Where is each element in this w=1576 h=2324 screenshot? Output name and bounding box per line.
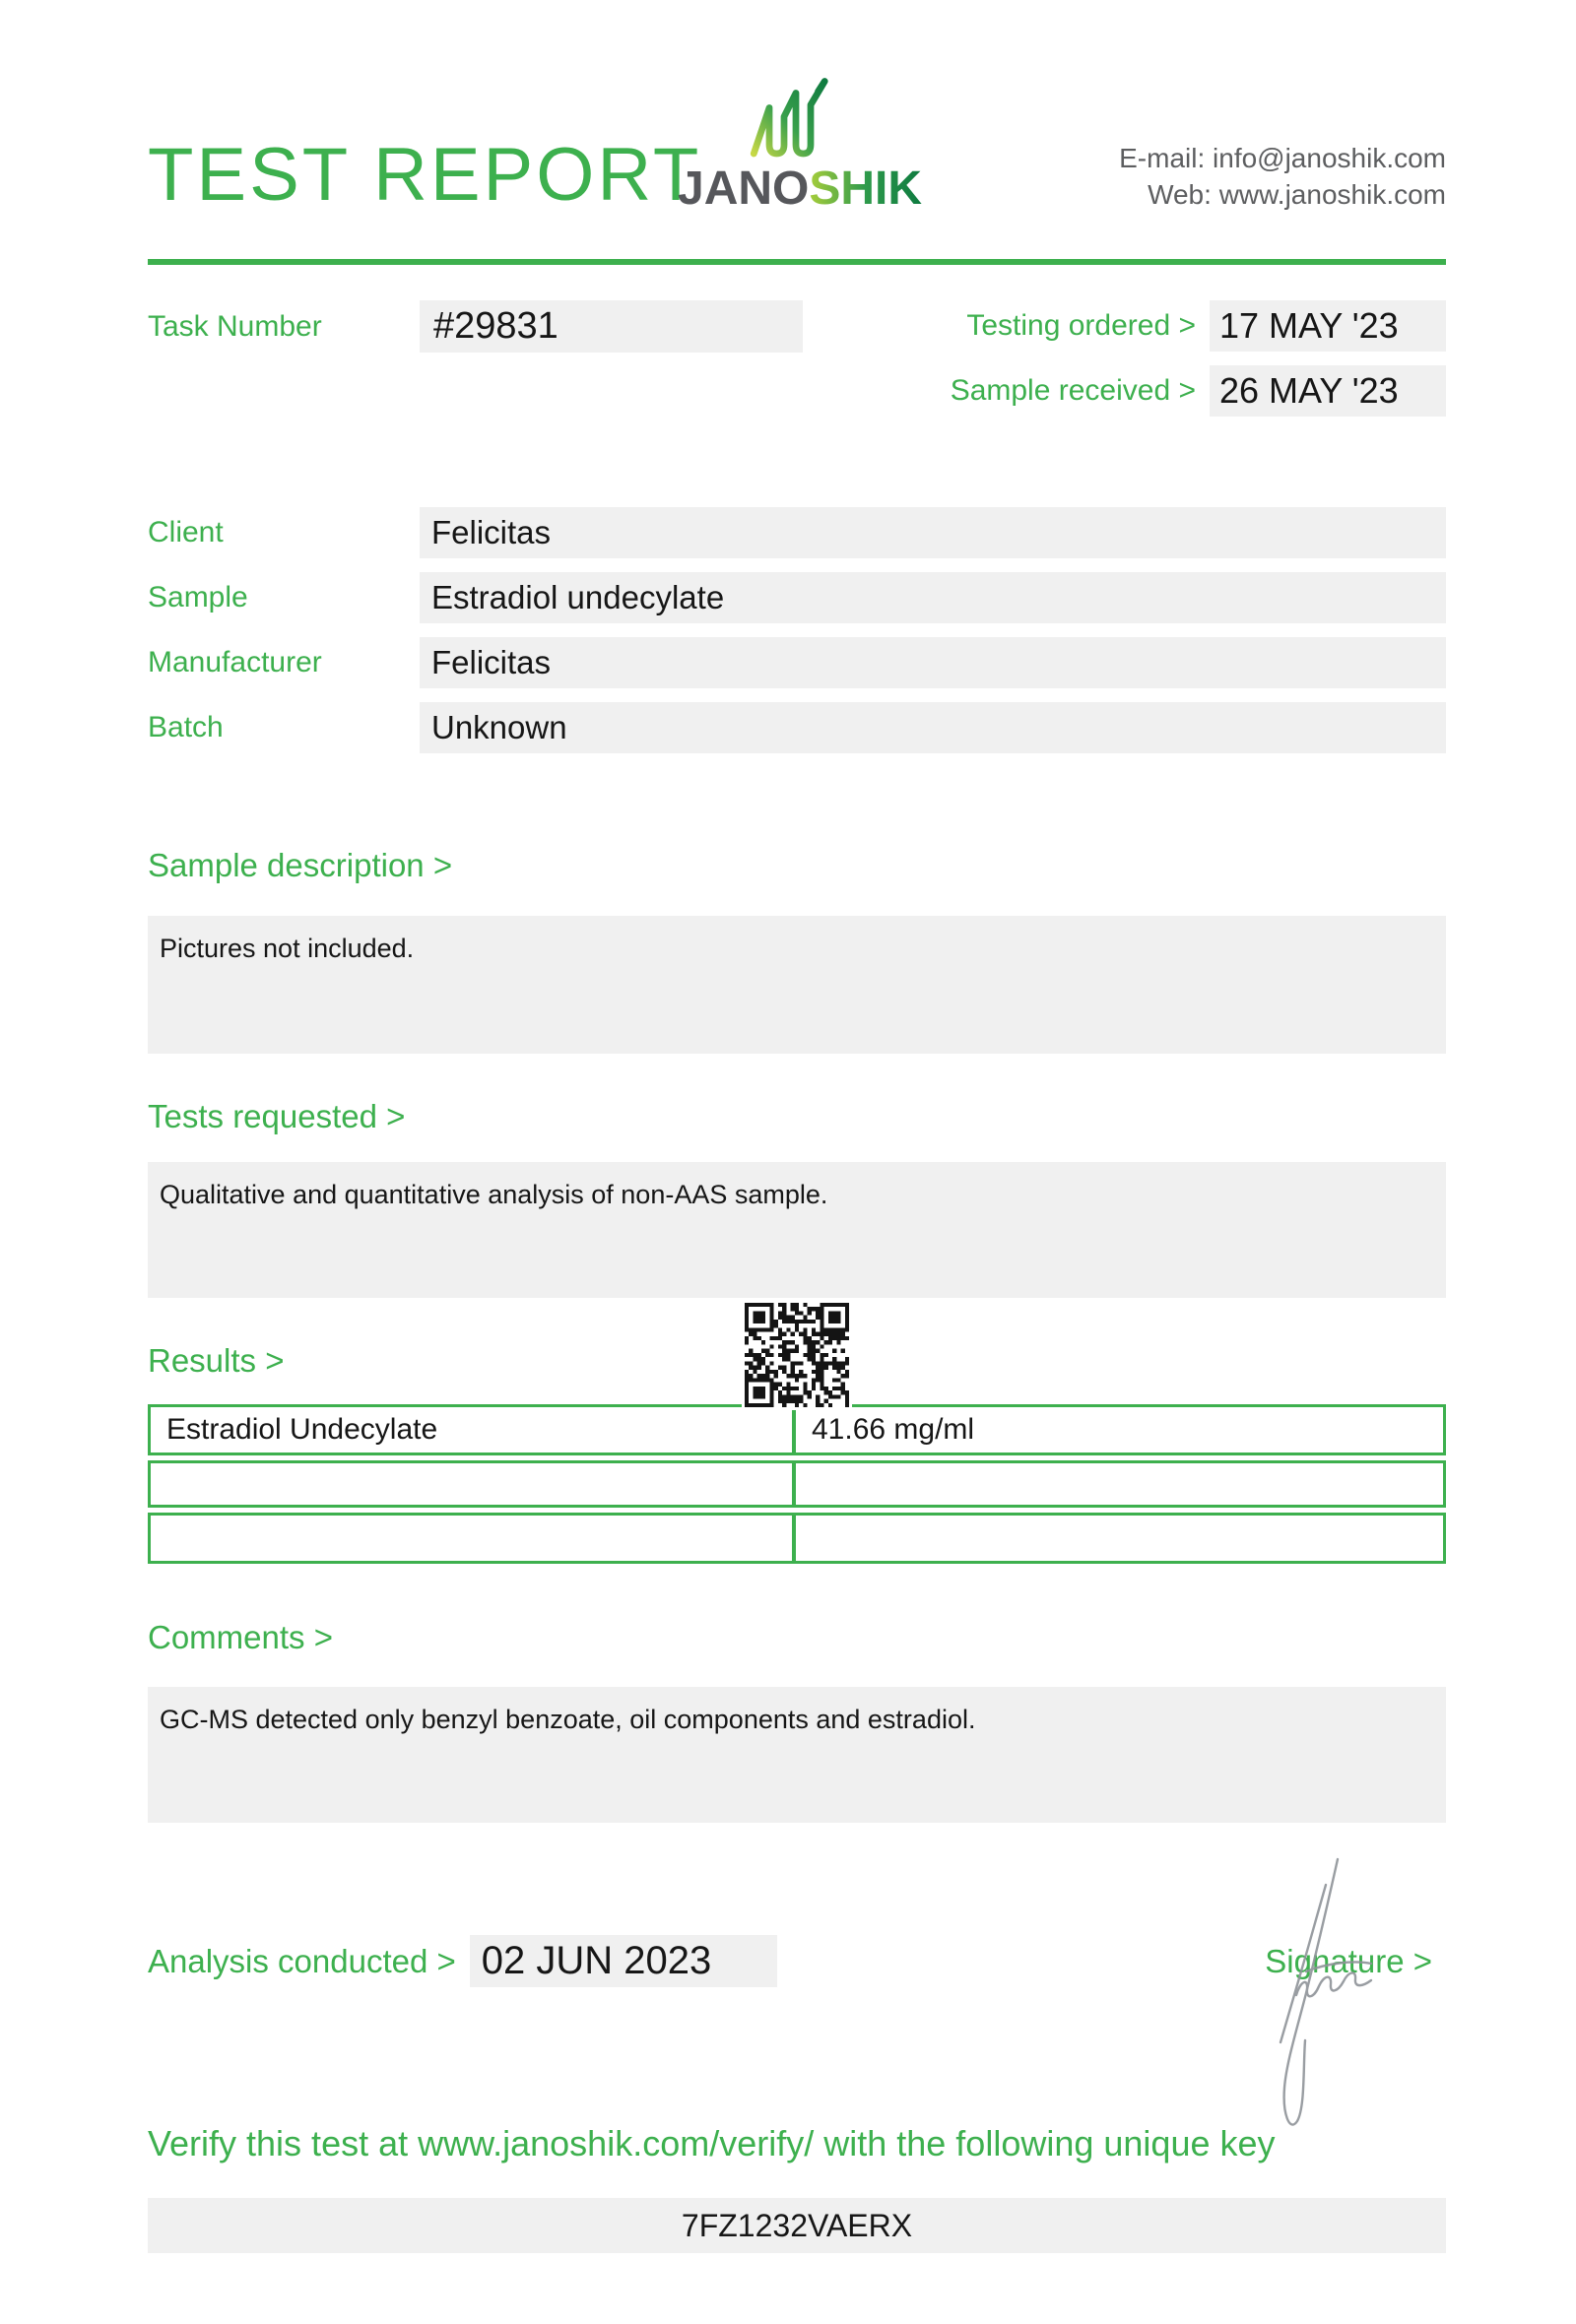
results-row xyxy=(148,1460,1446,1508)
signature-image xyxy=(1277,1855,1377,2133)
results-row xyxy=(148,1513,1446,1564)
dates-group xyxy=(951,300,1446,417)
page-title: TEST REPORT xyxy=(148,133,702,217)
sample-description-heading: Sample description > xyxy=(148,847,453,883)
batch-label: Batch xyxy=(148,711,224,743)
sample-received-value: 26 MAY '23 xyxy=(1210,365,1446,417)
field-row-client xyxy=(148,507,1446,558)
results-row xyxy=(148,1404,1446,1455)
result-name-cell: Estradiol Undecylate xyxy=(148,1404,794,1455)
sample-label: Sample xyxy=(148,581,248,613)
brand-logo xyxy=(678,77,923,215)
report-header xyxy=(0,0,1576,265)
analysis-row xyxy=(148,1935,1446,1987)
info-fields xyxy=(148,507,1446,753)
analysis-conducted-value: 02 JUN 2023 xyxy=(470,1935,777,1987)
task-number-group xyxy=(148,300,803,353)
sample-description-body: Pictures not included. xyxy=(148,916,1446,1054)
contact-info xyxy=(1119,140,1446,213)
task-number-label: Task Number xyxy=(148,309,322,343)
testing-ordered-value: 17 MAY '23 xyxy=(1210,300,1446,352)
meta-row xyxy=(148,300,1446,417)
result-name-cell xyxy=(148,1460,794,1508)
tests-requested-heading: Tests requested > xyxy=(148,1098,406,1134)
results-section xyxy=(148,1342,1446,1564)
comments-body: GC-MS detected only benzyl benzoate, oil components and estradiol. xyxy=(148,1687,1446,1823)
results-heading: Results > xyxy=(148,1342,285,1379)
results-table xyxy=(148,1404,1446,1564)
divider-rule xyxy=(148,259,1446,265)
comments-heading: Comments > xyxy=(148,1619,333,1655)
brand-text-suffix: SHIK xyxy=(809,162,923,215)
result-value-cell: 41.66 mg/ml xyxy=(794,1404,1446,1455)
manufacturer-value: Felicitas xyxy=(420,637,1446,688)
result-name-cell xyxy=(148,1513,794,1564)
sample-description-section xyxy=(148,847,1446,1054)
client-label: Client xyxy=(148,516,224,549)
brand-text xyxy=(678,162,923,215)
result-value-cell xyxy=(794,1513,1446,1564)
chart-growth-icon xyxy=(739,77,841,160)
analysis-conducted-label: Analysis conducted > xyxy=(148,1942,456,1979)
manufacturer-label: Manufacturer xyxy=(148,646,322,678)
task-number-value: #29831 xyxy=(420,300,803,353)
comments-section xyxy=(148,1619,1446,1823)
verify-instruction: Verify this test at www.janoshik.com/verify/ with the following unique key xyxy=(148,2123,1276,2163)
result-value-cell xyxy=(794,1460,1446,1508)
sample-received-row xyxy=(951,365,1446,417)
field-row-sample xyxy=(148,572,1446,623)
testing-ordered-row xyxy=(951,300,1446,352)
batch-value: Unknown xyxy=(420,702,1446,753)
contact-web: Web: www.janoshik.com xyxy=(1148,179,1446,210)
client-value: Felicitas xyxy=(420,507,1446,558)
verify-key: 7FZ1232VAERX xyxy=(148,2198,1446,2253)
tests-requested-section xyxy=(148,1098,1446,1298)
signature-label: Signature > xyxy=(1265,1942,1432,1979)
field-row-manufacturer xyxy=(148,637,1446,688)
field-row-batch xyxy=(148,702,1446,753)
brand-text-prefix: JANO xyxy=(678,162,810,215)
sample-value: Estradiol undecylate xyxy=(420,572,1446,623)
testing-ordered-label: Testing ordered > xyxy=(966,309,1196,342)
sample-received-label: Sample received > xyxy=(950,374,1196,407)
tests-requested-body: Qualitative and quantitative analysis of non-AAS sample. xyxy=(148,1162,1446,1298)
qr-code xyxy=(742,1300,852,1410)
contact-email: E-mail: info@janoshik.com xyxy=(1119,143,1446,173)
